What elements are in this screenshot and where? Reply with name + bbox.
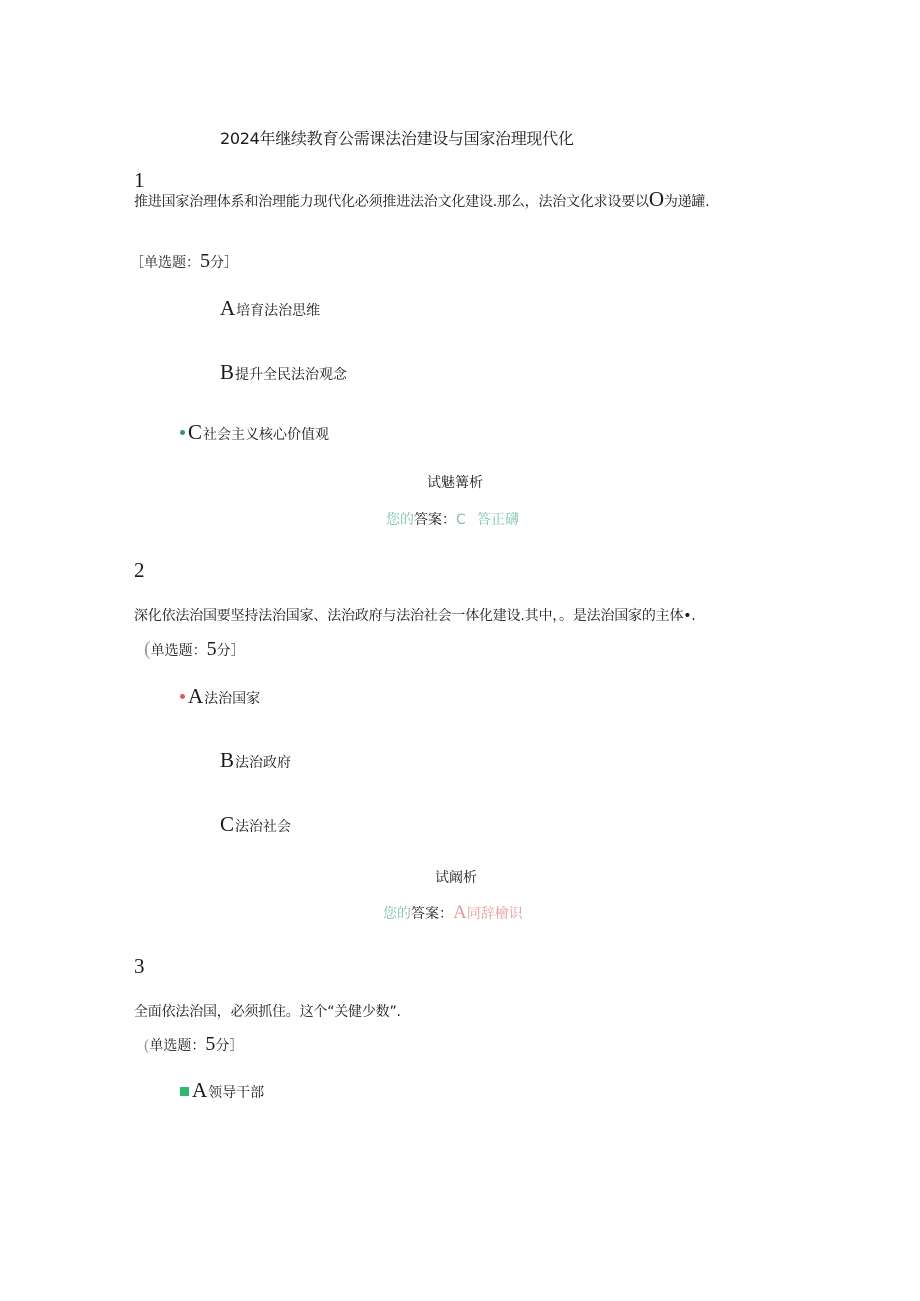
- question-text-after: 为递罐.: [663, 194, 710, 210]
- option-c[interactable]: [180, 420, 329, 445]
- question-meta: [144, 1033, 243, 1056]
- option-c[interactable]: [220, 812, 291, 837]
- option-text: 社会主义核心价值观: [203, 427, 330, 443]
- document-title: 2024年继续教育公需课法治建设与国家治理现代化: [220, 129, 574, 148]
- option-letter: A: [192, 1078, 208, 1102]
- option-text: 提升全民法治观念: [235, 367, 348, 383]
- question-meta: [144, 638, 245, 661]
- option-letter: C: [188, 420, 203, 444]
- option-a[interactable]: [220, 296, 320, 321]
- meta-score: 5: [205, 1033, 216, 1055]
- selected-dot-icon: [180, 694, 185, 699]
- option-text: 培育法治思维: [236, 303, 321, 319]
- question-meta: [130, 250, 238, 273]
- question-number: 1: [134, 168, 145, 192]
- your-answer: [383, 902, 523, 924]
- meta-paren: (: [144, 638, 151, 660]
- question-text-before: 推进国家治理体系和治理能力现代化必须推进法治文化建设.那么，法治文化求设要以: [134, 194, 649, 210]
- question-text: 深化依法治国要坚持法治国家、法治政府与法治社会一体化建设.其中，。是法治国家的主体•.: [134, 608, 696, 624]
- question-number: 3: [134, 954, 145, 978]
- option-text: 法治社会: [235, 819, 292, 835]
- meta-unit: 分］: [216, 643, 245, 659]
- answer-letter: A: [453, 902, 467, 923]
- option-letter: B: [220, 360, 235, 384]
- answer-value: C答正礴: [456, 512, 519, 528]
- meta-score: 5: [206, 638, 217, 660]
- meta-type: 单选题：: [149, 1038, 206, 1054]
- option-text: 领导干部: [208, 1085, 265, 1101]
- meta-type: 单选题：: [150, 643, 207, 659]
- meta-unit: 分］: [210, 255, 238, 271]
- option-b[interactable]: [220, 748, 291, 773]
- option-a[interactable]: [180, 1078, 264, 1103]
- your-answer: [386, 509, 519, 529]
- answer-label: 答案：: [414, 512, 456, 528]
- option-text: 法治政府: [235, 755, 292, 771]
- option-a[interactable]: [180, 684, 260, 709]
- selected-square-icon: [180, 1087, 189, 1096]
- selected-dot-icon: [180, 430, 185, 435]
- question-number: 2: [134, 558, 145, 582]
- question-text: 全面依法治国，必须抓住。这个“关健少数”.: [134, 1004, 401, 1020]
- answer-label: 答案：: [411, 906, 453, 922]
- option-letter: A: [220, 296, 236, 320]
- option-text: 法治国家: [204, 691, 261, 707]
- option-letter: B: [220, 748, 235, 772]
- meta-paren: (: [144, 1037, 150, 1054]
- answer-label-prefix: 您的: [386, 512, 414, 528]
- option-b[interactable]: [220, 360, 347, 385]
- analysis-label: 试阚析: [435, 870, 477, 886]
- meta-unit: 分］: [215, 1038, 244, 1054]
- option-letter: A: [188, 684, 204, 708]
- answer-label-prefix: 您的: [383, 906, 411, 922]
- analysis-label: 试魅篝析: [427, 475, 483, 491]
- meta-score: 5: [200, 250, 210, 272]
- option-letter: C: [220, 812, 235, 836]
- question-blank: O: [648, 187, 664, 211]
- meta-type: ［单选题：: [130, 255, 200, 271]
- answer-value: 同辞檜识: [466, 906, 523, 922]
- question-text: [134, 187, 709, 212]
